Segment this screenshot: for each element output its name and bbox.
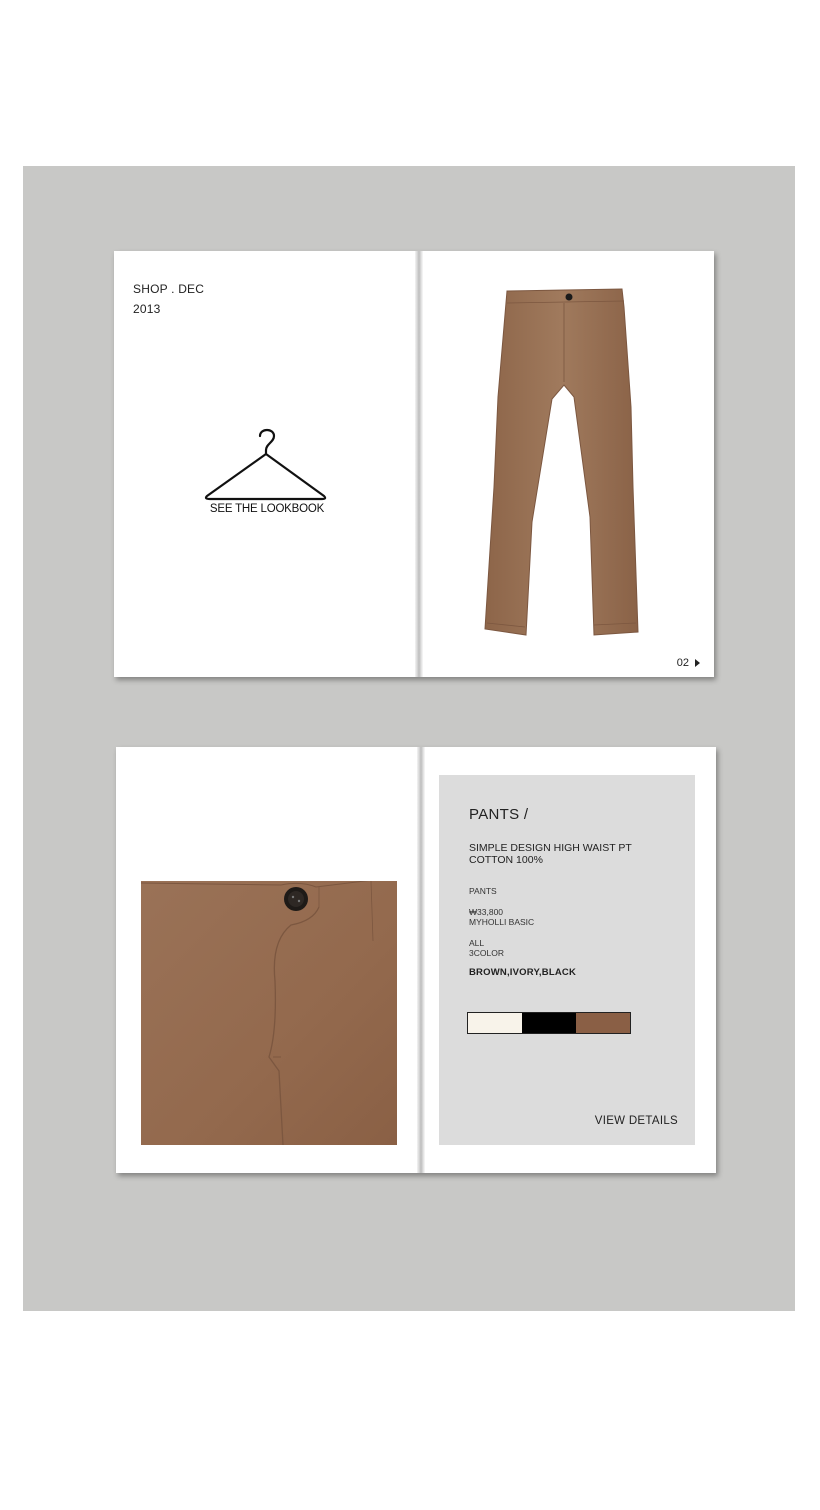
shop-date-title (133, 279, 204, 319)
product-size-colors (469, 938, 504, 958)
swatch-ivory[interactable] (468, 1013, 522, 1033)
pants-full-image (482, 287, 642, 639)
hanger-icon[interactable] (202, 426, 330, 504)
shop-title-line1: SHOP . DEC (133, 282, 205, 296)
view-details-link[interactable]: VIEW DETAILS (594, 1115, 678, 1127)
product-color-names: BROWN,IVORY,BLACK (469, 967, 577, 978)
description-line1: SIMPLE DESIGN HIGH WAIST PT (469, 842, 632, 854)
product-description (469, 842, 632, 866)
product-price: ₩33,800 (469, 907, 504, 917)
book-spine (415, 251, 423, 677)
shop-title-line2: 2013 (133, 302, 161, 316)
product-brand: MYHOLLI BASIC (469, 917, 535, 927)
color-swatches (467, 1012, 631, 1034)
pants-detail-image (141, 881, 397, 1145)
product-size: ALL (469, 938, 485, 948)
swatch-black[interactable] (522, 1013, 576, 1033)
description-line2: COTTON 100% (469, 854, 543, 866)
product-category: PANTS (469, 886, 497, 896)
lookbook-spread-detail (116, 747, 716, 1173)
page-number: 02 (676, 657, 689, 669)
product-title: PANTS / (469, 806, 529, 823)
product-info-panel (439, 775, 695, 1145)
play-arrow-icon (695, 659, 700, 667)
lookbook-spread-cover (114, 251, 714, 677)
swatch-brown[interactable] (576, 1013, 630, 1033)
product-price-brand (469, 907, 534, 927)
see-lookbook-link[interactable]: SEE THE LOOKBOOK (209, 503, 325, 515)
book-spine (417, 747, 425, 1173)
product-color-count: 3COLOR (469, 948, 504, 958)
next-page-button[interactable] (677, 657, 700, 669)
